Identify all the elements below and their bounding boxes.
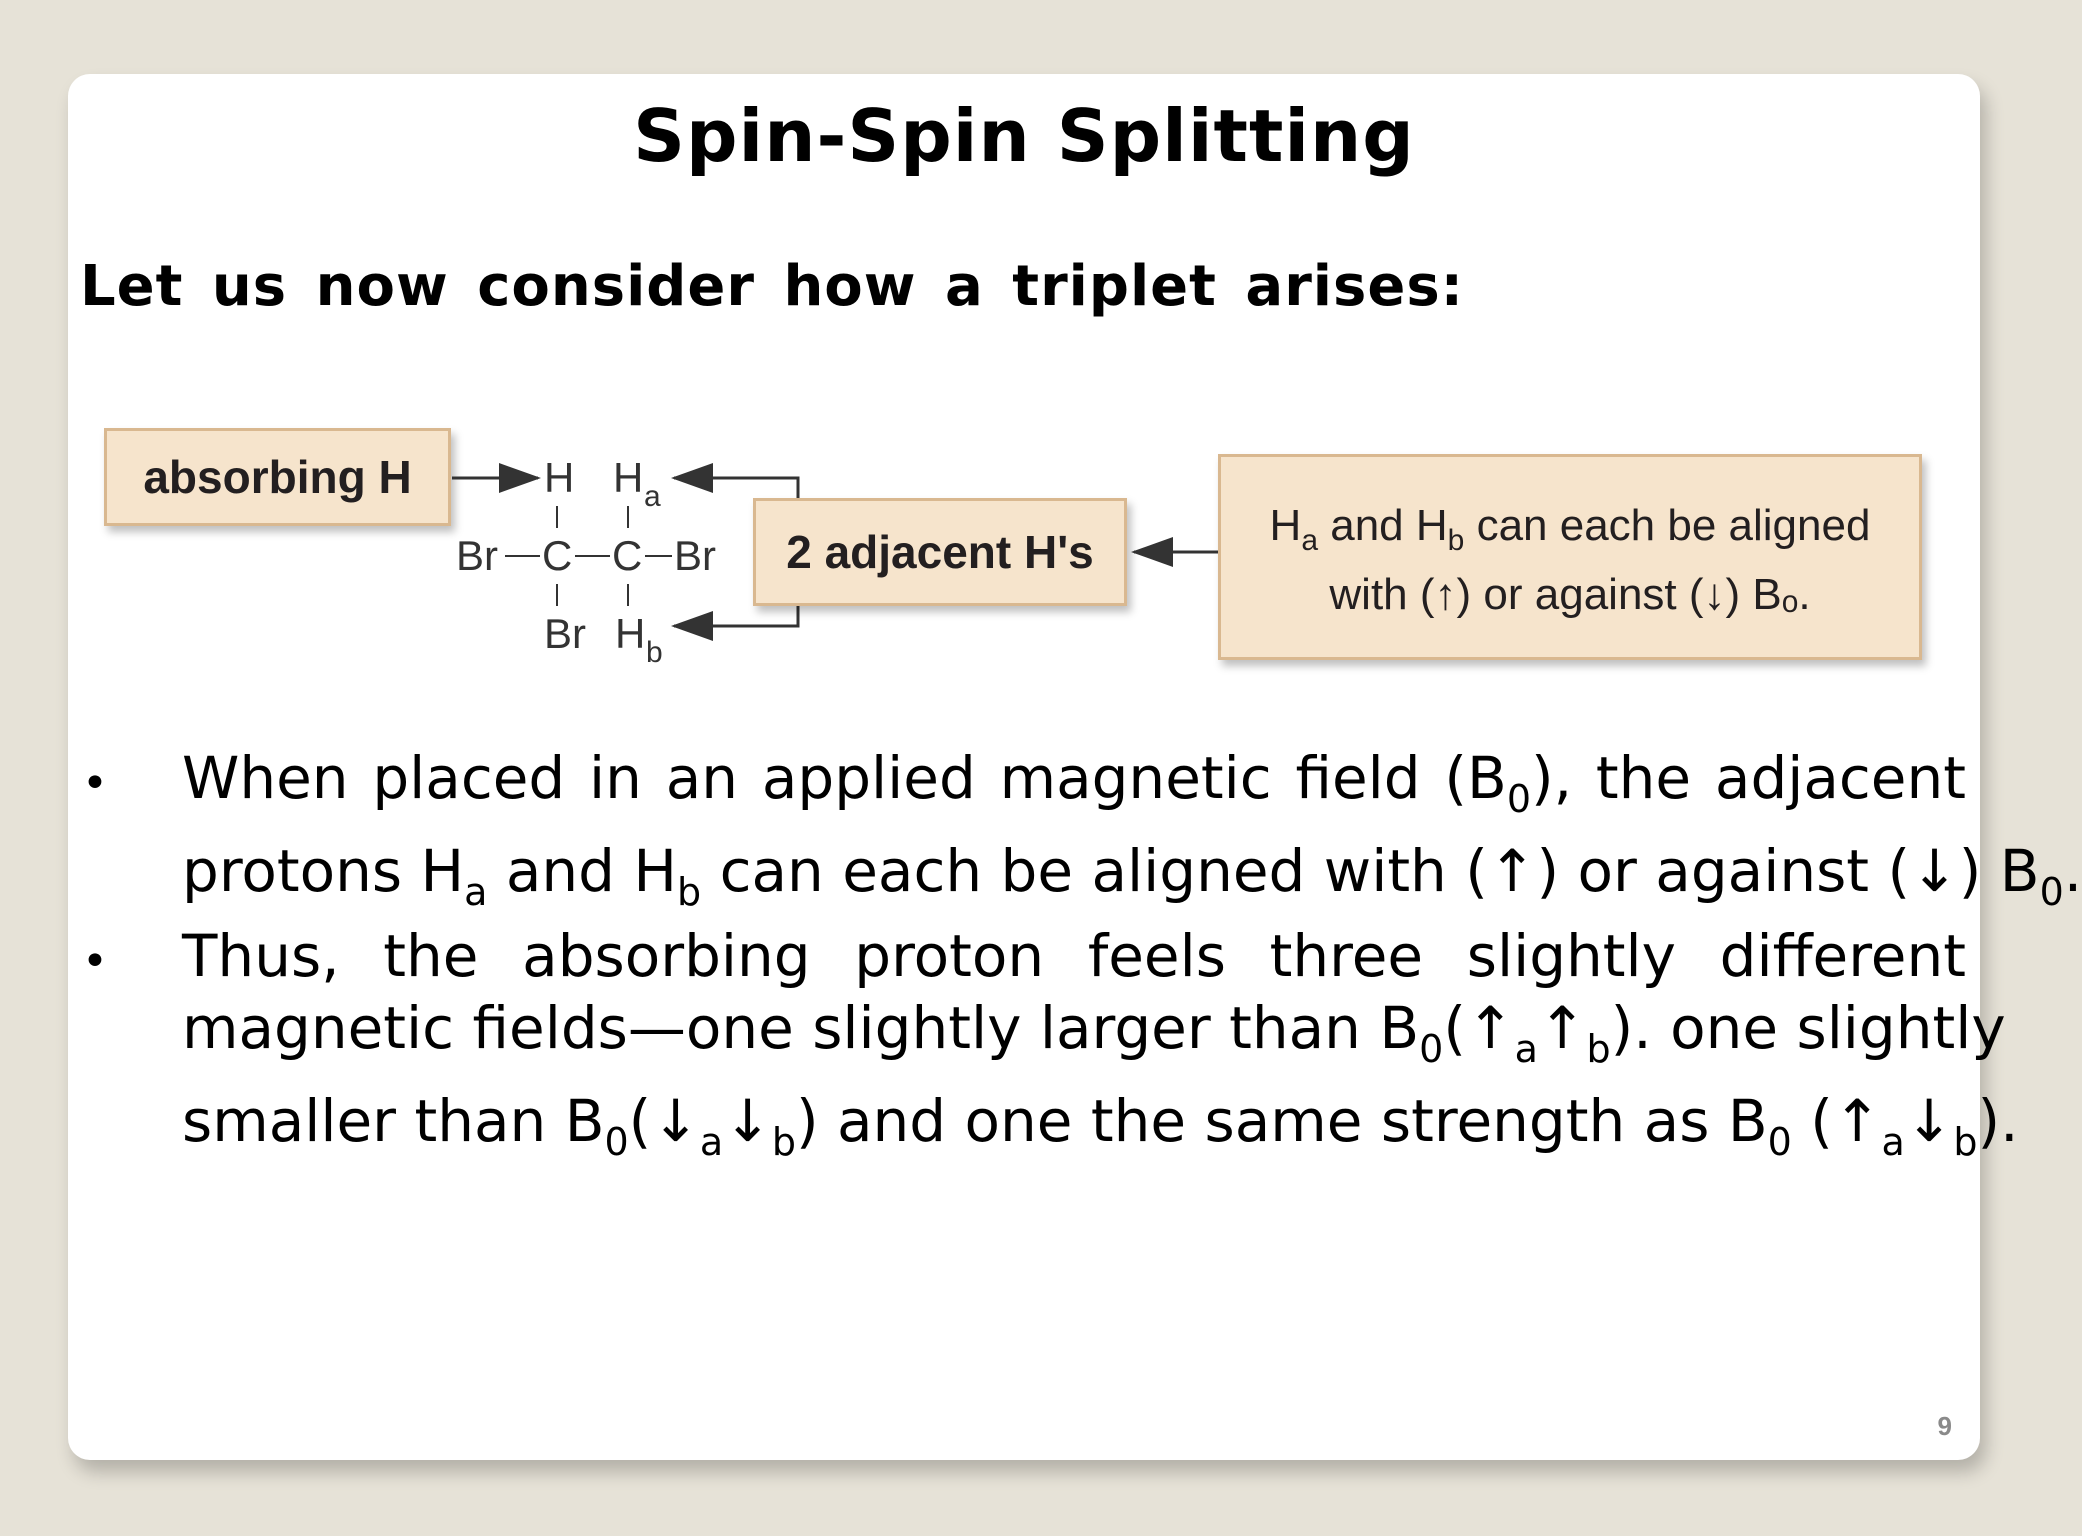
mol-br-right: Br xyxy=(674,532,716,579)
mol-br-left: Br xyxy=(456,532,498,579)
aligned-info-box xyxy=(1218,454,1922,660)
molecule-diagram xyxy=(68,74,1980,774)
page-number: 9 xyxy=(1937,1411,1952,1441)
absorbing-h-label: absorbing H xyxy=(143,451,412,503)
bracket-to-hb xyxy=(674,606,798,626)
mol-h-bottom-sub: b xyxy=(646,636,663,669)
adjacent-h-label: 2 adjacent H's xyxy=(786,526,1094,578)
mol-c1: C xyxy=(542,532,573,579)
bullet-paragraph-1 xyxy=(182,742,2082,928)
mol-h-top-left: H xyxy=(544,454,575,501)
bullet-1-line-1: When placed in an applied magnetic field $(B_0)$, the adjacent xyxy=(182,744,1966,821)
bullet-2-line-2: magnetic fields—one slightly larger than $B_0(↑_a↑_b)$. one slightly xyxy=(182,994,2006,1071)
slide-subtitle: Let us now consider how a triplet arises: xyxy=(80,254,1465,319)
aligned-line-2: with (↑) or against (↓) Bₒ. xyxy=(1329,570,1811,619)
bullet-marker-2: • xyxy=(82,936,108,987)
mol-h-top-right-sub: a xyxy=(644,480,661,513)
mol-br-bottom: Br xyxy=(544,610,586,657)
bullet-2-line-3: smaller than $B_0(↓_a↓_b)$ and one the same strength as $B_0$ $(↑_a↓_b)$. xyxy=(182,1087,2019,1164)
mol-c2: C xyxy=(612,532,643,579)
slide-title: Spin-Spin Splitting xyxy=(633,94,1415,178)
mol-h-bottom: H xyxy=(615,610,646,657)
bullet-marker-1: • xyxy=(82,758,108,809)
adjacent-h-box xyxy=(753,498,1127,606)
bullet-paragraph-2 xyxy=(182,920,2019,1178)
bracket-to-ha xyxy=(674,478,798,498)
bullet-1-line-2: protons $H_a$ and $H_b$ can each be aligned with (↑) or against (↓) $B_0$. xyxy=(182,837,2082,914)
slide xyxy=(68,74,2082,1460)
aligned-line-1: $H_a$ and $H_b$ can each be aligned xyxy=(1269,501,1871,557)
mol-h-top-right: H xyxy=(613,454,644,501)
bullet-2-line-1: Thus, the absorbing proton feels three slightly different xyxy=(182,922,1966,990)
